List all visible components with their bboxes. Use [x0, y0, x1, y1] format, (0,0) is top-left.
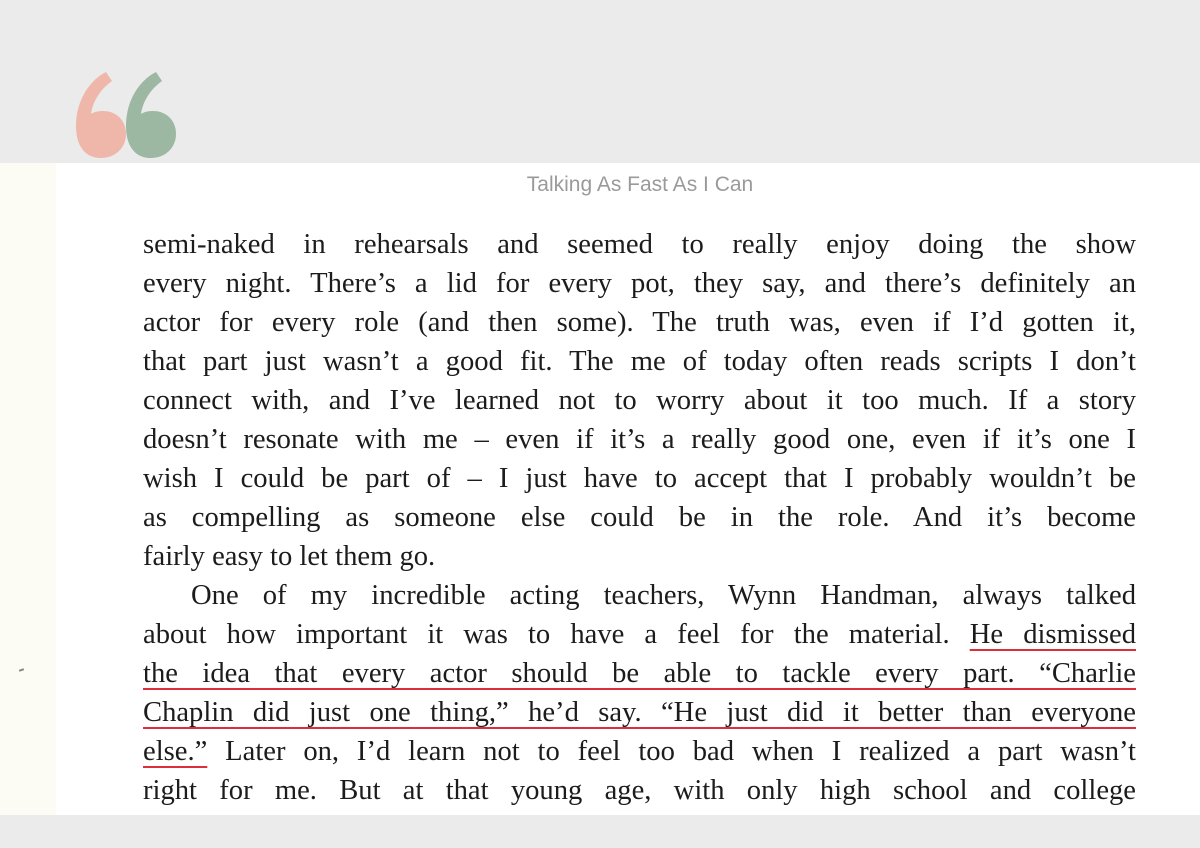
text-line: [143, 537, 1136, 576]
text-segment: semi-naked in rehearsals and seemed to really enjoy doing the show: [143, 229, 1136, 260]
text-line: [143, 654, 1136, 693]
text-segment: doesn’t resonate with me – even if it’s a really good one, even if it’s one I: [143, 424, 1136, 455]
highlighted-text: Chaplin did just one thing,” he’d say. “He just did it better than everyone: [143, 697, 1136, 728]
highlighted-text: the idea that every actor should be able to tackle every part. “Charlie: [143, 658, 1136, 689]
text-segment: right for me. But at that young age, with only high school and college: [143, 775, 1136, 806]
text-line: [143, 732, 1136, 771]
text-line: [143, 225, 1136, 264]
highlighted-text: He dismissed: [969, 619, 1136, 650]
text-segment: actor for every role (and then some). The truth was, even if I’d gotten it,: [143, 307, 1136, 338]
text-segment: that part just wasn’t a good fit. The me of today often reads scripts I don’t: [143, 346, 1136, 377]
text-segment: wish I could be part of – I just have to accept that I probably wouldn’t be: [143, 463, 1136, 494]
text-line: [143, 420, 1136, 459]
quote-mark-right-icon: [122, 70, 184, 162]
top-band: [0, 0, 1200, 163]
text-segment: connect with, and I’ve learned not to worry about it too much. If a story: [143, 385, 1136, 416]
text-line: [143, 693, 1136, 732]
highlighted-text: else.”: [143, 736, 208, 767]
body-text[interactable]: [143, 225, 1136, 810]
page-margin: [0, 163, 56, 815]
margin-tick-mark: [19, 668, 24, 672]
bottom-band: [0, 815, 1200, 848]
text-segment: fairly easy to let them go.: [143, 541, 436, 572]
text-line: [143, 342, 1136, 381]
text-segment: Later on, I’d learn not to feel too bad when I realized a part wasn’t: [207, 736, 1136, 767]
text-segment: about how important it was to have a feel for the material.: [143, 619, 970, 650]
text-line: [143, 459, 1136, 498]
book-page: [0, 163, 1200, 815]
text-line: [143, 771, 1136, 810]
text-segment: every night. There’s a lid for every pot, they say, and there’s definitely an: [143, 268, 1136, 299]
text-segment: as compelling as someone else could be in the role. And it’s become: [143, 502, 1136, 533]
text-line: [143, 303, 1136, 342]
running-header: Talking As Fast As I Can: [526, 173, 754, 196]
text-line: [143, 498, 1136, 537]
text-line: [143, 264, 1136, 303]
text-line: [143, 381, 1136, 420]
text-line: [143, 615, 1136, 654]
text-segment: One of my incredible acting teachers, Wynn Handman, always talked: [191, 580, 1136, 611]
text-line: [143, 576, 1136, 615]
